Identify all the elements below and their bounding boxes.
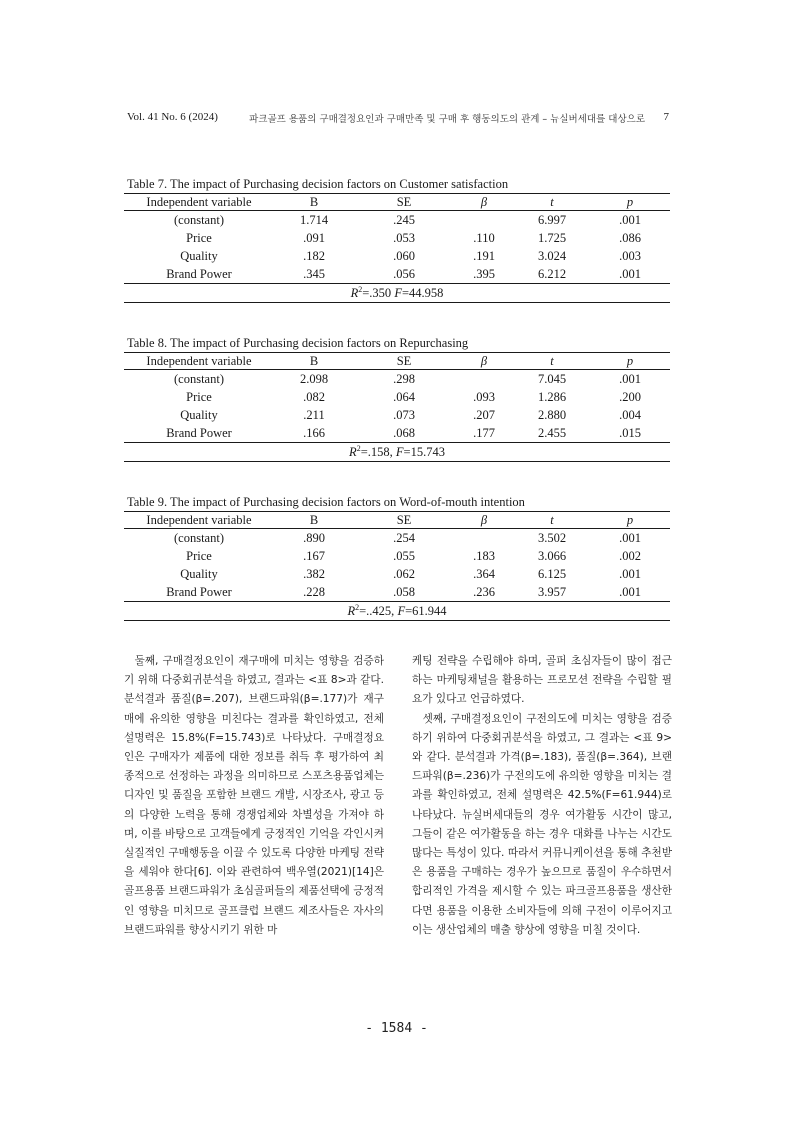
table-cell: .382 <box>303 567 325 581</box>
table-cell: 1.714 <box>299 213 329 227</box>
body-column-left <box>124 652 384 940</box>
regression-table <box>124 193 670 303</box>
table-cell: Quality <box>180 249 218 263</box>
table-cell: 2.880 <box>537 408 567 422</box>
table-cell: .183 <box>473 549 495 563</box>
table-cell <box>454 370 514 389</box>
table-cell: .068 <box>393 426 415 440</box>
table-cell: .395 <box>473 267 495 281</box>
column-header: SE <box>354 194 454 211</box>
f-label: F <box>395 445 404 459</box>
table-cell: .002 <box>619 549 641 563</box>
table-cell: 1.286 <box>537 390 567 404</box>
regression-table <box>124 352 670 462</box>
column-header: t <box>514 194 590 211</box>
column-header: β <box>454 512 514 529</box>
column-header: t <box>514 512 590 529</box>
table-cell: .200 <box>619 390 641 404</box>
table-cell: .055 <box>393 549 415 563</box>
r2-value: =.350 <box>362 286 392 300</box>
table-cell: .364 <box>473 567 495 581</box>
table-cell: 3.957 <box>537 585 567 599</box>
table-cell: .058 <box>393 585 415 599</box>
column-header: t <box>514 353 590 370</box>
table-cell: .001 <box>619 267 641 281</box>
table-cell: .191 <box>473 249 495 263</box>
table-cell: .086 <box>619 231 641 245</box>
table-cell: 3.066 <box>537 549 567 563</box>
table-cell: Quality <box>180 567 218 581</box>
journal-volume: Vol. 41 No. 6 (2024) <box>127 111 218 123</box>
r2-value: =..425, <box>359 604 395 618</box>
model-fit: $R^2=..425$, F=61.944 <box>124 602 670 621</box>
table-cell: .211 <box>303 408 325 422</box>
table-cell: .082 <box>303 390 325 404</box>
table-cell: .110 <box>473 231 495 245</box>
table-cell: .073 <box>393 408 415 422</box>
table-cell: 2.455 <box>537 426 567 440</box>
table-caption: Table 9. The impact of Purchasing decision factors on Word-of-mouth intention <box>127 495 525 509</box>
table-7 <box>124 175 670 303</box>
table-cell: .254 <box>393 531 415 545</box>
table-cell: 3.024 <box>537 249 567 263</box>
header-page-number: 7 <box>663 111 669 123</box>
table-cell: .890 <box>303 531 325 545</box>
table-cell: .003 <box>619 249 641 263</box>
r2-label: R <box>350 286 359 300</box>
table-row <box>124 583 670 602</box>
table-row <box>124 565 670 583</box>
column-header: Independent variable <box>124 353 274 370</box>
column-header: Independent variable <box>124 194 274 211</box>
table-header-row <box>124 512 670 529</box>
table-cell: .001 <box>619 585 641 599</box>
table-row <box>124 406 670 424</box>
column-header: B <box>274 512 354 529</box>
f-value: =15.743 <box>403 445 445 459</box>
table-cell: (constant) <box>174 213 224 227</box>
table-cell: .091 <box>303 231 325 245</box>
table-row <box>124 547 670 565</box>
running-header <box>127 111 669 127</box>
table-cell: Brand Power <box>166 426 232 440</box>
table-cell: .236 <box>473 585 495 599</box>
table-row <box>124 529 670 548</box>
table-cell: 7.045 <box>537 372 567 386</box>
running-title: 파크골프 용품의 구매결정요인과 구매만족 및 구매 후 행동의도의 관계 – 뉴실버세대를 대상으로 <box>249 114 645 125</box>
table-cell: Price <box>186 390 212 404</box>
body-paragraph: 둘째, 구매결정요인이 재구매에 미치는 영향을 검증하기 위해 다중회귀분석을 하였고, 결과는 <표 8>과 같다. 분석결과 품질(β=.207), 브랜드파워(β=.177)가 재구매에 유의한 영향을 미친다는 결과를 확인하였고, 전체 설명력은 15.8%(F=15.743)로 나타났다. 구매결정요인은 구매자가 제품에 대한 정보를 취득 후 평가하여 최종적으로 선정하는 과정을 의미하므로 스포츠용품업체는 디자인 및 품질을 포함한 브랜드 개발, 시장조사, 광고 등의 다양한 노력을 통해 경쟁업체와 차별성을 가져야 하며, 이를 바탕으로 고객들에게 긍정적인 기억을 각인시켜 실질적인 구매행동을 이끌 수 있도록 다양한 마케팅 전략을 세워야 한다[6]. 이와 관련하여 백우열(2021)[14]은 골프용품 브랜드파워가 초심골퍼들의 제품선택에 긍정적인 영향을 미치므로 골프클럽 브랜드 제조사들은 자사의 브랜드파워를 향상시키기 위한 마 <box>124 655 384 936</box>
table-row <box>124 370 670 389</box>
table-header-row <box>124 194 670 211</box>
model-fit-row <box>124 443 670 462</box>
table-cell: .001 <box>619 567 641 581</box>
table-row <box>124 424 670 443</box>
model-fit: $R^2=.350$ F=44.958 <box>124 284 670 303</box>
table-cell: .062 <box>393 567 415 581</box>
column-header: p <box>590 194 670 211</box>
model-fit-row <box>124 284 670 303</box>
table-cell: 2.098 <box>299 372 329 386</box>
column-header: B <box>274 194 354 211</box>
table-cell: .053 <box>393 231 415 245</box>
r2-value: =.158, <box>360 445 393 459</box>
table-cell: Quality <box>180 408 218 422</box>
table-row <box>124 247 670 265</box>
model-fit-row <box>124 602 670 621</box>
table-cell <box>454 211 514 230</box>
table-cell: 6.125 <box>537 567 567 581</box>
table-cell: .060 <box>393 249 415 263</box>
table-cell: 6.997 <box>537 213 567 227</box>
table-cell: Price <box>186 231 212 245</box>
column-header: B <box>274 353 354 370</box>
column-header: β <box>454 194 514 211</box>
r2-label: R <box>349 445 357 459</box>
table-cell: .001 <box>619 372 641 386</box>
table-cell: 6.212 <box>537 267 567 281</box>
model-fit: $R^2=.158$, F=15.743 <box>124 443 670 462</box>
column-header: p <box>590 512 670 529</box>
table-caption: Table 7. The impact of Purchasing decision factors on Customer satisfaction <box>127 177 509 191</box>
column-header: SE <box>354 353 454 370</box>
table-cell: Brand Power <box>166 585 232 599</box>
table-header-row <box>124 353 670 370</box>
table-cell: .177 <box>473 426 495 440</box>
body-paragraph: 셋째, 구매결정요인이 구전의도에 미치는 영향을 검증하기 위하여 다중회귀분석을 하였고, 그 결과는 <표 9>와 같다. 분석결과 가격(β=.183), 품질(β=.364), 브랜드파워(β=.236)가 구전의도에 유의한 영향을 미치는 결과를 확인하였고, 전체 설명력은 42.5%(F=61.944)로 나타났다. 뉴실버세대들의 경우 여가활동 시간이 많고, 그들이 같은 여가활동을 하는 경우 대화를 나누는 시간도 많다는 특성이 있다. 따라서 커뮤니케이션을 통해 추천받은 용품을 구매하는 경우가 높으므로 품질이 우수하면서 합리적인 가격을 제시할 수 있는 파크골프용품을 생산한다면 용품을 이용한 소비자들에 의해 구전이 이루어지고 이는 생산업체의 매출 향상에 영향을 미칠 것이다. <box>412 712 672 936</box>
table-cell: .167 <box>303 549 325 563</box>
table-cell: Price <box>186 549 212 563</box>
table-cell: .228 <box>303 585 325 599</box>
table-cell: .166 <box>303 426 325 440</box>
column-header: Independent variable <box>124 512 274 529</box>
f-label: F <box>394 286 402 300</box>
table-8 <box>124 334 670 462</box>
f-label: F <box>397 604 406 618</box>
table-cell: 3.502 <box>537 531 567 545</box>
table-cell: .001 <box>619 531 641 545</box>
table-cell: .064 <box>393 390 415 404</box>
body-column-right <box>412 652 672 940</box>
r2-label: R <box>347 604 356 618</box>
table-caption: Table 8. The impact of Purchasing decision factors on Repurchasing <box>127 336 469 350</box>
table-row <box>124 211 670 230</box>
table-cell: (constant) <box>174 372 224 386</box>
table-cell: .093 <box>473 390 495 404</box>
table-cell: .182 <box>303 249 325 263</box>
table-cell: Brand Power <box>166 267 232 281</box>
table-cell: .056 <box>393 267 415 281</box>
table-cell: .001 <box>619 213 641 227</box>
table-row <box>124 388 670 406</box>
table-row <box>124 265 670 284</box>
column-header: SE <box>354 512 454 529</box>
table-9 <box>124 493 670 621</box>
table-cell: .345 <box>303 267 325 281</box>
f-value: =61.944 <box>405 604 447 618</box>
page-footer: - 1584 - <box>365 1021 428 1036</box>
table-cell: .298 <box>393 372 415 386</box>
table-cell: 1.725 <box>537 231 567 245</box>
table-cell: .207 <box>473 408 495 422</box>
table-cell: (constant) <box>174 531 224 545</box>
table-row <box>124 229 670 247</box>
body-paragraph: 케팅 전략을 수립해야 하며, 골퍼 초심자들이 많이 접근하는 마케팅채널을 활용하는 프로모션 전략을 수립할 필요가 있다고 언급하였다. <box>412 655 672 706</box>
table-cell: .245 <box>393 213 415 227</box>
column-header: p <box>590 353 670 370</box>
table-cell: .015 <box>619 426 641 440</box>
table-cell <box>454 529 514 548</box>
regression-table <box>124 511 670 621</box>
table-cell: .004 <box>619 408 641 422</box>
column-header: β <box>454 353 514 370</box>
f-value: =44.958 <box>401 286 444 300</box>
